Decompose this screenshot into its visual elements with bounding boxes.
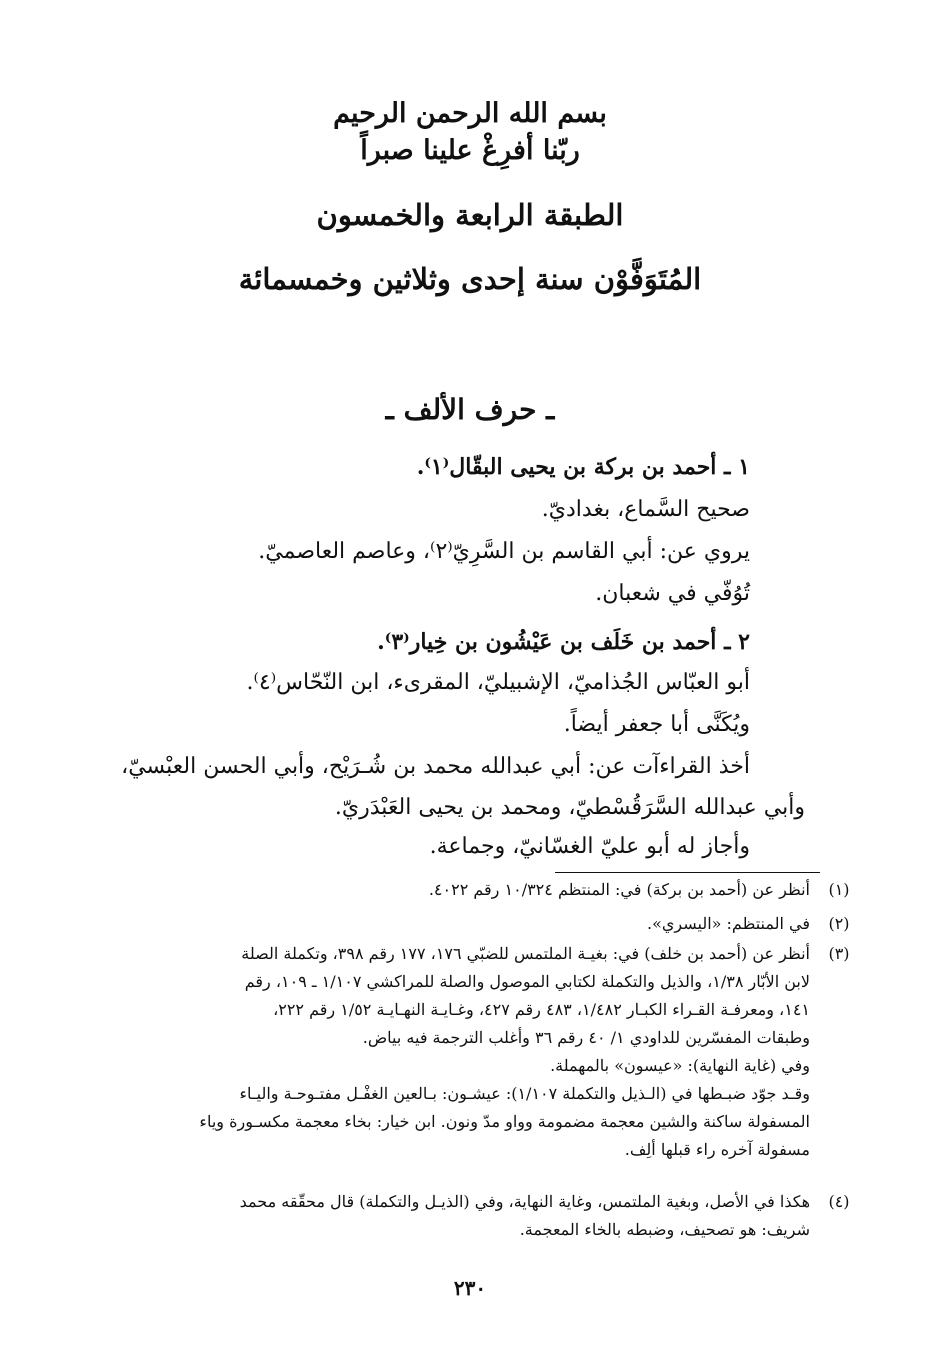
basmala: بسم الله الرحمن الرحيم <box>333 98 607 129</box>
entry-2-line: وأجاز له أبو عليّ الغسّانيّ، وجماعة. <box>429 834 750 859</box>
footnote-line: وطبقات المفسّرين للداودي ١/ ٤٠ رقم ٣٦ وأغلب الترجمة فيه بياض. <box>362 1028 810 1047</box>
dua-line: ربّنا أفرِغْ علينا صبراً <box>360 135 580 166</box>
footnote-line: ١٤١، ومعرفـة القـراء الكبـار ١/٤٨٢، ٤٨٣ رقم ٤٢٧، وغـايـة النهـايـة ١/٥٢ رقم ٢٢٢، <box>273 1000 810 1019</box>
footnote-number: (٤) <box>828 1192 850 1211</box>
footnote-line: لابن الأبّار ١/٣٨، والذيل والتكملة لكتابي الموصول والصلة للمراكشي ١/١٠٧ ـ ١٠٩، رقم <box>244 972 810 991</box>
footnote-line: مسفولة آخره راء قبلها ألِف. <box>624 1140 810 1159</box>
footnote-line: هكذا في الأصل، وبغية الملتمس، وغاية النهاية، وفي (الذيـل والتكملة) قال محقّقه محمد <box>239 1192 810 1211</box>
entry-1-title: ١ ـ أحمد بن بركة بن يحيى البقّال⁽١⁾. <box>416 454 750 480</box>
entry-2-line: ويُكَنَّى أبا جعفر أيضاً. <box>563 712 750 737</box>
entry-1-line: يروي عن: أبي القاسم بن السَّرِيّ⁽٢⁾، وعاصم العاصميّ. <box>258 539 750 564</box>
footnote-3 <box>80 940 850 1164</box>
footnote-line: وفي (غاية النهاية): «عيسون» بالمهملة. <box>550 1056 810 1075</box>
footnote-1 <box>80 876 850 904</box>
footnote-line: شريف: هو تصحيف، وضبطه بالخاء المعجمة. <box>519 1220 810 1239</box>
footnote-2 <box>80 910 850 938</box>
footnote-line: وقـد جوّد ضبـطها في (الـذيل والتكملة ١/١٠٧): عيشـون: بـالعين الغفْـل مفتـوحـة واليـاء <box>239 1084 810 1103</box>
entry-2-line: أخذ القراءآت عن: أبي عبدالله محمد بن شُـرَيْح، وأبي الحسن العبْسيّ، <box>121 754 750 779</box>
year-heading: المُتَوَفَّوْن سنة إحدى وثلاثين وخمسمائة <box>238 262 702 296</box>
entry-2-title: ٢ ـ أحمد بن خَلَف بن عَيْشُون بن خِيار⁽٣⁾. <box>377 629 750 655</box>
footnote-number: (١) <box>828 880 850 899</box>
entry-1-line: صحيح السَّماع، بغداديّ. <box>541 497 750 522</box>
tabaqa-heading: الطبقة الرابعة والخمسون <box>316 198 624 232</box>
footnote-4 <box>80 1188 850 1244</box>
footnote-number: (٣) <box>828 944 850 963</box>
footnote-line: المسفولة ساكنة والشين معجمة مضمومة وواو مدّ ونون. ابن خيار: بخاء معجمة مكسـورة وياء <box>199 1112 810 1131</box>
page-number: ٢٣٠ <box>453 1276 487 1300</box>
footnote-separator <box>555 872 820 873</box>
footnote-line: في المنتظم: «اليسري». <box>647 914 810 933</box>
section-heading: ـ حرف الألف ـ <box>385 393 555 426</box>
entry-2-line: أبو العبّاس الجُذاميّ، الإشبيليّ، المقرىء، ابن النّحّاس⁽٤⁾. <box>246 670 750 695</box>
footnote-line: أنظر عن (أحمد بن بركة) في: المنتظم ١٠/٣٢٤ رقم ٤٠٢٢. <box>428 880 810 899</box>
entry-2-line: وأبي عبدالله السَّرَقُسْطيّ، ومحمد بن يحيى العَبْدَريّ. <box>334 795 805 820</box>
footnote-number: (٢) <box>828 914 850 933</box>
footnote-line: أنظر عن (أحمد بن خلف) في: بغيـة الملتمس للضبّي ١٧٦، ١٧٧ رقم ٣٩٨، وتكملة الصلة <box>241 944 810 963</box>
entry-1-line: تُوُفّي في شعبان. <box>595 581 750 606</box>
